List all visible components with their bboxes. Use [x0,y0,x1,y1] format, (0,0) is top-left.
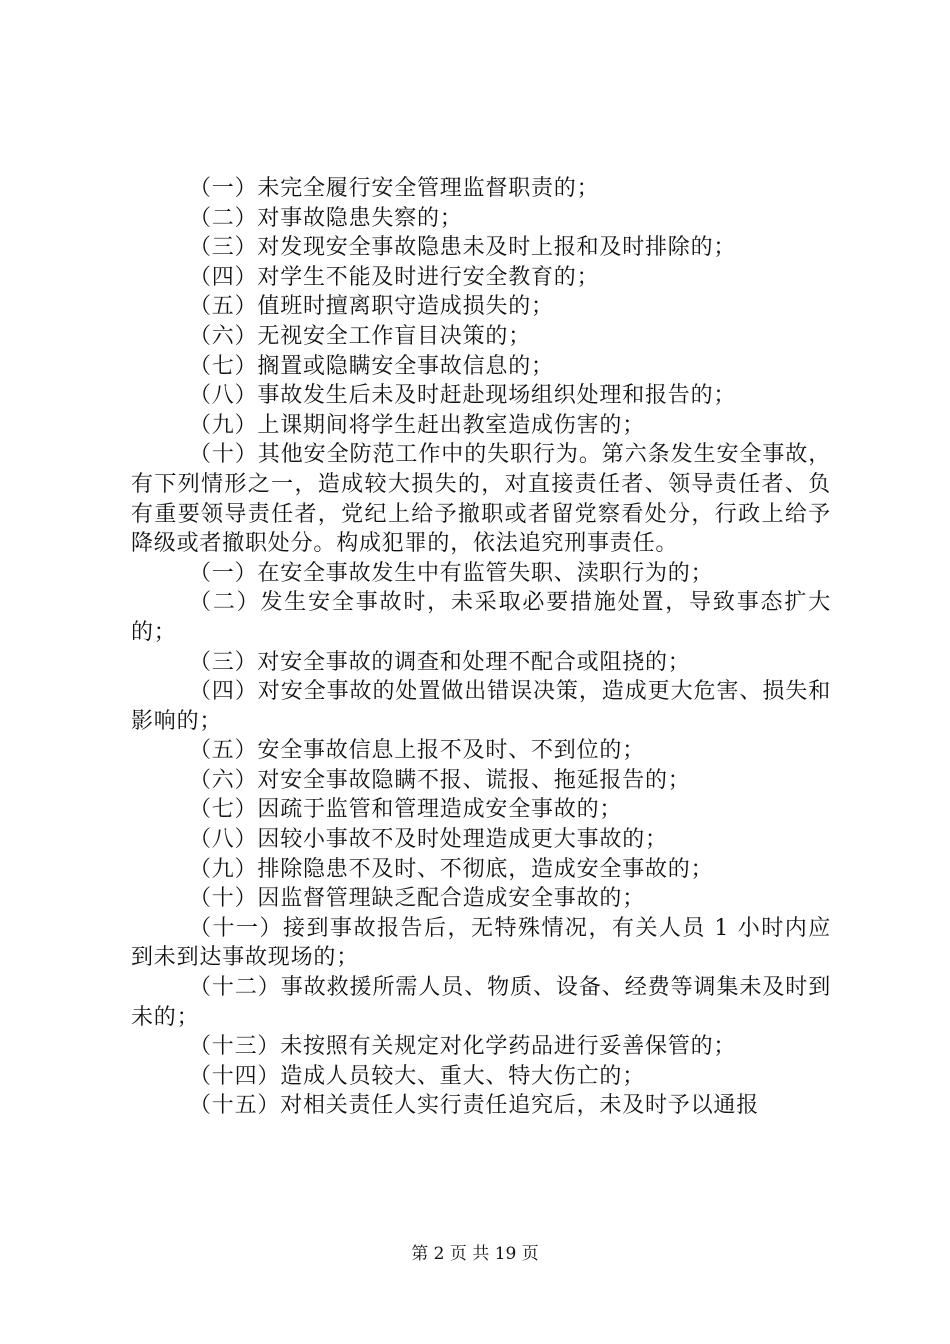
page-number-footer: 第 2 页 共 19 页 [411,1244,539,1264]
paragraph: （二）发生安全事故时，未采取必要措施处置，导致事态扩大的； [131,590,831,645]
paragraph: （十三）未按照有关规定对化学药品进行妥善保管的； [189,1034,737,1060]
paragraph: （四）对安全事故的处置做出错误决策，造成更大危害、损失和影响的； [131,679,831,734]
paragraph: （五）安全事故信息上报不及时、不到位的； [189,738,646,764]
paragraph: （八）事故发生后未及时赶赴现场组织处理和报告的； [189,383,737,409]
paragraph: （十四）造成人员较大、重大、特大伤亡的； [189,1063,646,1089]
paragraph: （十）其他安全防范工作中的失职行为。第六条发生安全事故，有下列情形之一，造成较大损失的，对直接责任者、领导责任者、负有重要领导责任者，党纪上给予撤职或者留党察看处分，行政上给予降级或者撤职处分。构成犯罪的，依法追究刑事责任。 [131,442,831,557]
paragraph: （七）因疏于监管和管理造成安全事故的； [189,797,623,823]
paragraph: （五）值班时擅离职守造成损失的； [189,294,554,320]
paragraph: （六）对安全事故隐瞒不报、谎报、拖延报告的； [189,767,691,793]
paragraph: （十）因监督管理缺乏配合造成安全事故的； [189,886,646,912]
paragraph: （七）搁置或隐瞒安全事故信息的； [189,353,554,379]
paragraph: （三）对安全事故的调查和处理不配合或阻挠的； [189,649,691,675]
document-body [131,174,831,1121]
paragraph: （三）对发现安全事故隐患未及时上报和及时排除的； [189,235,737,261]
paragraph: （十一）接到事故报告后，无特殊情况，有关人员 1 小时内应到未到达事故现场的； [131,915,831,971]
paragraph: （四）对学生不能及时进行安全教育的； [189,264,600,290]
paragraph: （六）无视安全工作盲目决策的； [189,323,532,349]
paragraph: （十五）对相关责任人实行责任追究后，未及时予以通报 [189,1093,760,1119]
paragraph: （八）因较小事故不及时处理造成更大事故的； [189,827,668,853]
paragraph: （一）未完全履行安全管理监督职责的； [189,176,600,201]
paragraph: （二）对事故隐患失察的； [189,205,463,231]
paragraph: （一）在安全事故发生中有监管失职、渎职行为的； [189,560,714,586]
paragraph: （九）排除隐患不及时、不彻底，造成安全事故的； [189,856,714,882]
paragraph: （九）上课期间将学生赶出教室造成伤害的； [189,412,646,438]
paragraph: （十二）事故救援所需人员、物质、设备、经费等调集未及时到未的； [131,975,831,1030]
